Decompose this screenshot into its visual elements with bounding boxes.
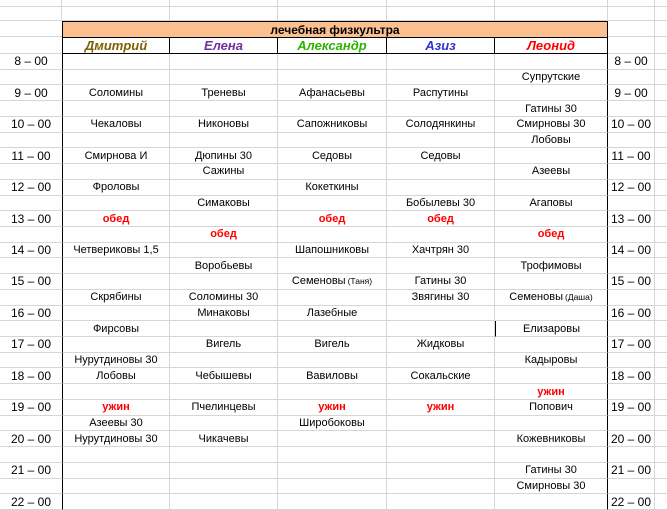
time-label-right[interactable]: 11 – 00 (608, 148, 655, 164)
time-label-right[interactable]: 19 – 00 (608, 400, 655, 416)
person-header[interactable]: Азиз (387, 37, 495, 54)
schedule-cell[interactable] (387, 494, 495, 510)
grid-filler-cell (655, 7, 667, 21)
schedule-cell[interactable] (495, 274, 608, 290)
schedule-cell[interactable]: ужин (387, 400, 495, 416)
grid-filler-cell (608, 0, 655, 7)
grid-filler-cell (278, 0, 387, 7)
schedule-cell[interactable]: Азеевы (495, 164, 608, 180)
grid-filler-cell (170, 7, 278, 21)
schedule-cell[interactable] (62, 306, 170, 322)
time-label-right[interactable] (608, 416, 655, 432)
time-label-right[interactable] (608, 290, 655, 306)
grid-filler-cell (495, 7, 608, 21)
grid-filler-cell (655, 416, 667, 432)
schedule-cell[interactable] (278, 101, 387, 117)
schedule-cell[interactable] (62, 463, 170, 479)
schedule-cell[interactable]: Сапожниковы (278, 117, 387, 133)
schedule-cell[interactable] (495, 494, 608, 510)
time-label-left[interactable]: 11 – 00 (0, 148, 62, 164)
schedule-cell[interactable] (62, 384, 170, 400)
time-label-left[interactable] (0, 447, 62, 463)
grid-filler-cell (655, 431, 667, 447)
time-label-right[interactable] (608, 164, 655, 180)
schedule-cell[interactable] (495, 447, 608, 463)
schedule-cell[interactable] (170, 321, 278, 337)
grid-filler-cell (655, 368, 667, 384)
schedule-cell[interactable]: Хачтрян 30 (387, 243, 495, 259)
schedule-cell[interactable]: обед (62, 211, 170, 227)
person-header[interactable]: Елена (170, 37, 278, 54)
schedule-cell[interactable]: Фроловы (62, 180, 170, 196)
grid-filler-cell (655, 133, 667, 149)
grid-filler-cell (655, 164, 667, 180)
schedule-cell[interactable]: Дюпины 30 (170, 148, 278, 164)
time-label-left[interactable] (0, 479, 62, 495)
time-label-left[interactable] (0, 227, 62, 243)
schedule-cell[interactable] (170, 243, 278, 259)
schedule-cell[interactable]: Лобовы (495, 133, 608, 149)
time-label-left[interactable]: 21 – 00 (0, 463, 62, 479)
schedule-cell[interactable]: Седовы (278, 148, 387, 164)
time-label-left[interactable]: 17 – 00 (0, 337, 62, 353)
schedule-cell[interactable]: Чебышевы (170, 368, 278, 384)
grid-filler-cell (278, 7, 387, 21)
schedule-cell[interactable] (495, 180, 608, 196)
schedule-cell[interactable] (170, 70, 278, 86)
time-label-left[interactable] (0, 321, 62, 337)
schedule-cell[interactable] (387, 384, 495, 400)
schedule-cell[interactable]: Сажины (170, 164, 278, 180)
grid-filler-cell (655, 211, 667, 227)
time-label-left[interactable]: 10 – 00 (0, 117, 62, 133)
schedule-cell[interactable]: Гатины 30 (495, 101, 608, 117)
schedule-cell[interactable]: Лобовы (62, 368, 170, 384)
cell-note: (Даша) (564, 292, 593, 303)
schedule-cell[interactable] (170, 479, 278, 495)
schedule-cell[interactable]: Вавиловы (278, 368, 387, 384)
cell-note: (Таня) (347, 276, 373, 287)
schedule-cell[interactable]: Звягины 30 (387, 290, 495, 306)
grid-filler-cell (655, 0, 667, 7)
schedule-cell[interactable] (387, 306, 495, 322)
schedule-cell[interactable] (387, 180, 495, 196)
time-label-right[interactable]: 18 – 00 (608, 368, 655, 384)
schedule-cell[interactable]: обед (387, 211, 495, 227)
schedule-cell[interactable] (387, 133, 495, 149)
schedule-cell[interactable] (62, 479, 170, 495)
schedule-cell[interactable] (387, 447, 495, 463)
time-column-spacer (0, 37, 62, 54)
schedule-cell[interactable] (170, 463, 278, 479)
time-label-left[interactable] (0, 258, 62, 274)
schedule-cell[interactable]: Супрутские (495, 70, 608, 86)
schedule-cell[interactable] (278, 431, 387, 447)
time-column-spacer (608, 37, 655, 54)
schedule-cell[interactable]: Попович (495, 400, 608, 416)
grid-filler-cell (655, 227, 667, 243)
time-label-right[interactable] (608, 321, 655, 337)
schedule-cell[interactable] (278, 70, 387, 86)
grid-filler-cell (655, 117, 667, 133)
schedule-cell[interactable] (387, 258, 495, 274)
time-label-left[interactable]: 18 – 00 (0, 368, 62, 384)
schedule-cell[interactable] (495, 416, 608, 432)
grid-filler-cell (655, 337, 667, 353)
schedule-cell[interactable] (495, 306, 608, 322)
schedule-cell[interactable]: Семеновы (Даша) (495, 290, 608, 306)
time-label-left[interactable]: 20 – 00 (0, 431, 62, 447)
time-label-left[interactable] (0, 416, 62, 432)
schedule-cell[interactable] (62, 258, 170, 274)
schedule-cell[interactable] (170, 274, 278, 290)
schedule-cell[interactable]: Кадыровы (495, 353, 608, 369)
schedule-cell[interactable]: Кокеткины (278, 180, 387, 196)
schedule-cell[interactable] (170, 180, 278, 196)
schedule-cell[interactable] (278, 479, 387, 495)
schedule-cell[interactable]: Воробьевы (170, 258, 278, 274)
schedule-cell[interactable] (278, 258, 387, 274)
time-label-right[interactable]: 20 – 00 (608, 431, 655, 447)
schedule-cell[interactable] (170, 494, 278, 510)
grid-filler-cell (655, 274, 667, 290)
grid-filler-cell (655, 21, 667, 37)
schedule-cell[interactable]: Жидковы (387, 337, 495, 353)
person-header[interactable]: Дмитрий (62, 37, 170, 54)
time-label-right[interactable] (608, 479, 655, 495)
schedule-cell[interactable] (62, 101, 170, 117)
schedule-cell[interactable] (387, 353, 495, 369)
time-label-left[interactable]: 16 – 00 (0, 306, 62, 322)
schedule-cell[interactable] (495, 211, 608, 227)
grid-filler-cell (0, 7, 62, 21)
schedule-cell[interactable] (278, 463, 387, 479)
time-label-right[interactable] (608, 384, 655, 400)
schedule-cell[interactable]: Четвериковы 1,5 (62, 243, 170, 259)
schedule-cell[interactable] (387, 227, 495, 243)
schedule-cell[interactable]: обед (495, 227, 608, 243)
schedule-cell[interactable] (387, 479, 495, 495)
grid-filler-cell (0, 0, 62, 7)
time-label-right[interactable] (608, 447, 655, 463)
schedule-cell[interactable]: Смирнова И (62, 148, 170, 164)
time-label-right[interactable]: 13 – 00 (608, 211, 655, 227)
grid-filler-cell (655, 494, 667, 510)
grid-filler-cell (655, 463, 667, 479)
schedule-cell[interactable] (278, 196, 387, 212)
schedule-cell[interactable] (495, 54, 608, 70)
time-label-left[interactable]: 13 – 00 (0, 211, 62, 227)
schedule-cell[interactable]: Солодянкины (387, 117, 495, 133)
schedule-cell[interactable]: Минаковы (170, 306, 278, 322)
grid-filler-cell (655, 101, 667, 117)
schedule-cell[interactable] (387, 431, 495, 447)
time-label-left[interactable] (0, 101, 62, 117)
grid-filler-cell (655, 243, 667, 259)
time-label-left[interactable]: 12 – 00 (0, 180, 62, 196)
schedule-cell[interactable]: Никоновы (170, 117, 278, 133)
grid-filler-cell (655, 321, 667, 337)
time-label-left[interactable] (0, 384, 62, 400)
time-label-right[interactable]: 22 – 00 (608, 494, 655, 510)
schedule-cell[interactable] (170, 133, 278, 149)
time-column-spacer (0, 21, 62, 37)
grid-filler-cell (170, 0, 278, 7)
time-label-right[interactable] (608, 196, 655, 212)
time-label-right[interactable] (608, 258, 655, 274)
time-label-right[interactable] (608, 133, 655, 149)
schedule-cell[interactable] (62, 54, 170, 70)
schedule-cell[interactable]: Распутины (387, 85, 495, 101)
schedule-cell[interactable]: Смирновы 30 (495, 479, 608, 495)
schedule-cell[interactable] (278, 353, 387, 369)
schedule-cell[interactable]: Шапошниковы (278, 243, 387, 259)
schedule-cell[interactable]: Соломины (62, 85, 170, 101)
schedule-cell[interactable] (170, 101, 278, 117)
time-label-right[interactable]: 10 – 00 (608, 117, 655, 133)
time-label-right[interactable]: 14 – 00 (608, 243, 655, 259)
schedule-cell[interactable] (278, 54, 387, 70)
schedule-cell[interactable] (62, 70, 170, 86)
schedule-cell[interactable]: Бобылевы 30 (387, 196, 495, 212)
grid-filler-cell (655, 400, 667, 416)
schedule-cell[interactable] (495, 337, 608, 353)
schedule-cell[interactable] (278, 384, 387, 400)
schedule-cell[interactable] (495, 243, 608, 259)
schedule-cell[interactable]: Фирсовы (62, 321, 170, 337)
schedule-cell[interactable]: Вигель (278, 337, 387, 353)
schedule-cell[interactable]: Пчелинцевы (170, 400, 278, 416)
time-label-left[interactable] (0, 70, 62, 86)
schedule-cell[interactable]: Седовы (387, 148, 495, 164)
schedule-cell[interactable]: Елизаровы (495, 321, 608, 337)
schedule-cell[interactable] (62, 447, 170, 463)
time-label-right[interactable] (608, 101, 655, 117)
time-label-right[interactable] (608, 227, 655, 243)
time-label-left[interactable] (0, 196, 62, 212)
schedule-cell[interactable]: Чикачевы (170, 431, 278, 447)
schedule-cell[interactable]: Скрябины (62, 290, 170, 306)
grid-filler-cell (655, 353, 667, 369)
grid-filler-cell (655, 37, 667, 54)
schedule-cell[interactable] (62, 133, 170, 149)
schedule-cell[interactable] (278, 133, 387, 149)
schedule-cell[interactable] (278, 321, 387, 337)
time-label-right[interactable]: 17 – 00 (608, 337, 655, 353)
time-label-right[interactable]: 16 – 00 (608, 306, 655, 322)
schedule-cell[interactable]: ужин (495, 384, 608, 400)
time-label-right[interactable] (608, 70, 655, 86)
schedule-cell[interactable] (62, 337, 170, 353)
schedule-cell[interactable]: обед (278, 211, 387, 227)
schedule-cell[interactable] (62, 494, 170, 510)
schedule-cell[interactable] (387, 416, 495, 432)
schedule-cell[interactable]: Соломины 30 (170, 290, 278, 306)
grid-filler-cell (655, 85, 667, 101)
time-label-left[interactable] (0, 133, 62, 149)
schedule-cell[interactable] (170, 416, 278, 432)
schedule-cell[interactable] (170, 211, 278, 227)
grid-filler-cell (655, 148, 667, 164)
schedule-cell[interactable]: ужин (278, 400, 387, 416)
time-label-right[interactable]: 12 – 00 (608, 180, 655, 196)
time-label-right[interactable]: 9 – 00 (608, 85, 655, 101)
schedule-cell[interactable]: ужин (62, 400, 170, 416)
schedule-title[interactable]: лечебная физкультра (62, 21, 608, 37)
schedule-cell[interactable] (387, 321, 495, 337)
grid-filler-cell (655, 54, 667, 70)
schedule-cell[interactable]: Нурутдиновы 30 (62, 353, 170, 369)
time-label-right[interactable] (608, 353, 655, 369)
schedule-cell[interactable] (278, 447, 387, 463)
schedule-cell[interactable] (62, 274, 170, 290)
schedule-cell[interactable] (387, 101, 495, 117)
schedule-cell[interactable] (62, 164, 170, 180)
schedule-cell[interactable]: Афанасьевы (278, 85, 387, 101)
time-label-left[interactable]: 22 – 00 (0, 494, 62, 510)
schedule-cell[interactable] (170, 353, 278, 369)
schedule-cell[interactable]: Треневы (170, 85, 278, 101)
schedule-cell[interactable] (495, 85, 608, 101)
grid-filler-cell (387, 7, 495, 21)
schedule-cell[interactable]: Кожевниковы (495, 431, 608, 447)
schedule-cell[interactable] (387, 54, 495, 70)
time-column-spacer (608, 21, 655, 37)
grid-filler-cell (62, 0, 170, 7)
grid-filler-cell (655, 479, 667, 495)
grid-filler-cell (62, 7, 170, 21)
time-label-left[interactable] (0, 290, 62, 306)
schedule-cell[interactable] (278, 164, 387, 180)
time-label-left[interactable] (0, 353, 62, 369)
schedule-cell[interactable] (387, 164, 495, 180)
time-label-left[interactable]: 15 – 00 (0, 274, 62, 290)
grid-filler-cell (655, 70, 667, 86)
person-header[interactable]: Александр (278, 37, 387, 54)
schedule-cell[interactable]: Азеевы 30 (62, 416, 170, 432)
schedule-cell[interactable]: Гатины 30 (495, 463, 608, 479)
schedule-cell[interactable] (495, 368, 608, 384)
time-label-left[interactable]: 9 – 00 (0, 85, 62, 101)
time-label-right[interactable]: 15 – 00 (608, 274, 655, 290)
schedule-cell[interactable]: Трофимовы (495, 258, 608, 274)
schedule-cell[interactable] (387, 70, 495, 86)
schedule-cell[interactable]: Чекаловы (62, 117, 170, 133)
schedule-cell[interactable]: Смирновы 30 (495, 117, 608, 133)
schedule-cell[interactable]: Агаповы (495, 196, 608, 212)
schedule-cell[interactable] (170, 447, 278, 463)
schedule-cell[interactable]: Нурутдиновы 30 (62, 431, 170, 447)
schedule-cell[interactable] (495, 148, 608, 164)
time-label-left[interactable]: 8 – 00 (0, 54, 62, 70)
grid-filler-cell (387, 0, 495, 7)
schedule-cell[interactable]: Семеновы (Таня) (278, 274, 387, 290)
time-label-left[interactable]: 14 – 00 (0, 243, 62, 259)
schedule-cell[interactable]: обед (170, 227, 278, 243)
schedule-cell[interactable]: Гатины 30 (387, 274, 495, 290)
grid-filler-cell (655, 196, 667, 212)
schedule-cell[interactable] (278, 227, 387, 243)
grid-filler-cell (655, 180, 667, 196)
schedule-cell[interactable] (278, 290, 387, 306)
time-label-left[interactable] (0, 164, 62, 180)
schedule-cell[interactable] (170, 54, 278, 70)
grid-filler-cell (655, 290, 667, 306)
schedule-cell[interactable]: Широбоковы (278, 416, 387, 432)
schedule-cell[interactable]: Сокальские (387, 368, 495, 384)
schedule-cell[interactable]: Лазебные (278, 306, 387, 322)
schedule-cell[interactable]: Симаковы (170, 196, 278, 212)
grid-filler-cell (655, 306, 667, 322)
schedule-cell[interactable] (62, 196, 170, 212)
grid-filler-cell (655, 447, 667, 463)
schedule-cell[interactable] (387, 463, 495, 479)
grid-filler-cell (495, 0, 608, 7)
grid-filler-cell (608, 7, 655, 21)
person-header[interactable]: Леонид (495, 37, 608, 54)
grid-filler-cell (655, 384, 667, 400)
grid-filler-cell (655, 258, 667, 274)
schedule-cell[interactable] (170, 384, 278, 400)
schedule-cell[interactable]: Вигель (170, 337, 278, 353)
time-label-right[interactable]: 21 – 00 (608, 463, 655, 479)
time-label-left[interactable]: 19 – 00 (0, 400, 62, 416)
schedule-cell[interactable] (278, 494, 387, 510)
time-label-right[interactable]: 8 – 00 (608, 54, 655, 70)
schedule-cell[interactable] (62, 227, 170, 243)
